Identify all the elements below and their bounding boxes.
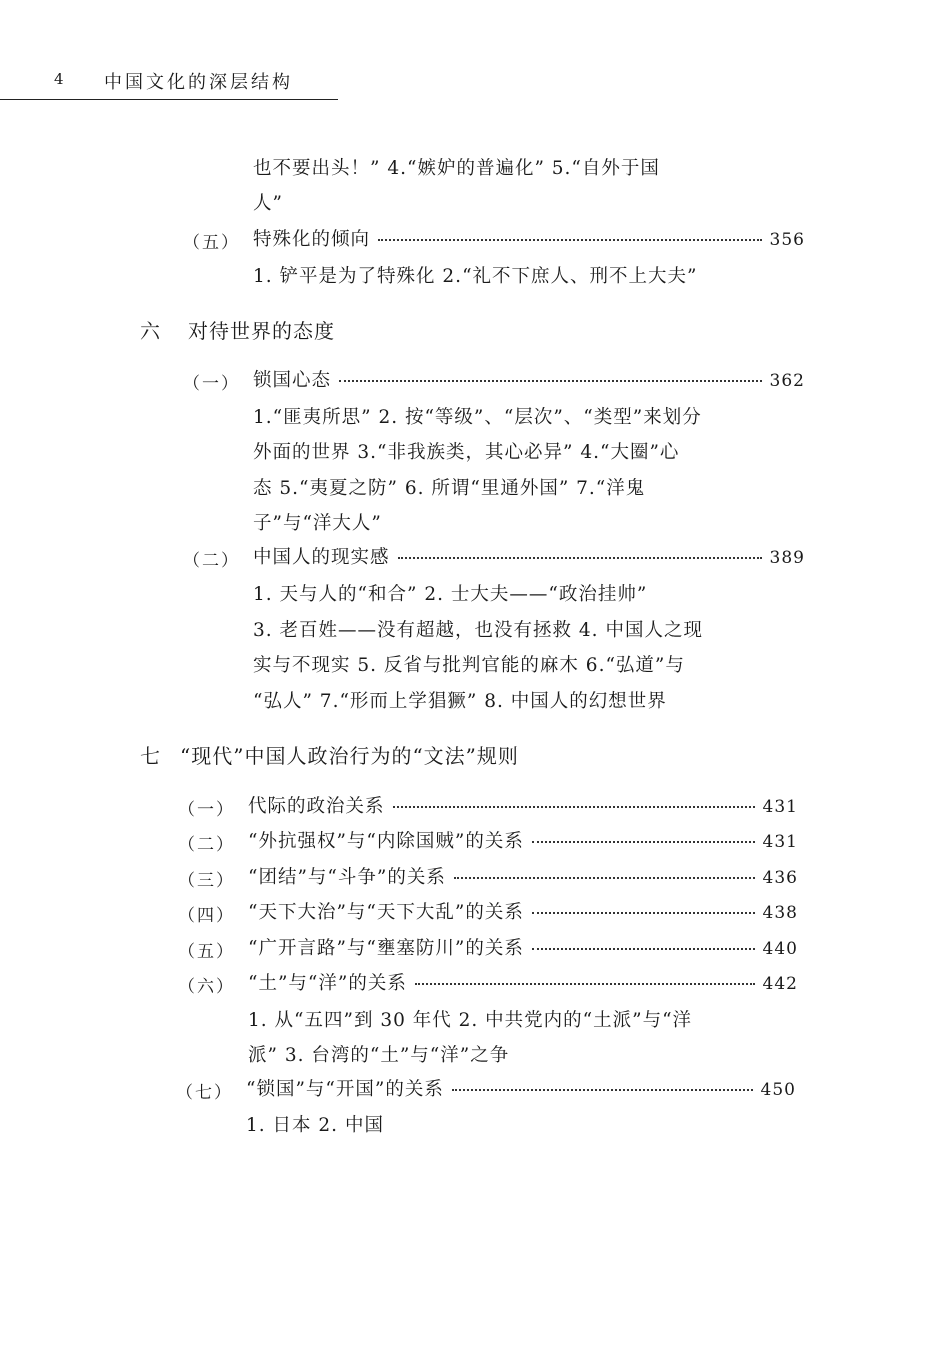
sub-line: 态 5.“夷夏之防” 6. 所谓“里通外国” 7.“洋鬼 <box>253 478 646 499</box>
entry-page: 438 <box>762 903 798 923</box>
continuation-line: 也不要出头！” 4.“嫉妒的普遍化” 5.“自外于国 <box>253 158 660 179</box>
dot-leader <box>398 557 762 559</box>
toc-entry[interactable] <box>248 827 798 853</box>
entry-page: 440 <box>762 939 798 959</box>
page-number: 4 <box>54 70 64 88</box>
entry-marker: （一） <box>183 374 240 394</box>
header-rule <box>0 99 338 100</box>
entry-page: 436 <box>762 868 798 888</box>
entry-page: 362 <box>769 371 805 391</box>
entry-marker: （四） <box>178 906 235 926</box>
dot-leader <box>393 806 755 808</box>
toc-entry[interactable] <box>248 792 798 818</box>
toc-entry[interactable] <box>248 969 798 995</box>
toc-entry[interactable] <box>253 225 805 251</box>
dot-leader <box>452 1089 753 1091</box>
sub-line: 派” 3. 台湾的“土”与“洋”之争 <box>248 1045 510 1066</box>
entry-page: 442 <box>762 974 798 994</box>
entry-title: “锁国”与“开国”的关系 <box>246 1079 444 1100</box>
dot-leader <box>415 983 755 985</box>
toc-entry[interactable] <box>253 543 805 569</box>
entry-title: “广开言路”与“壅塞防川”的关系 <box>248 938 524 959</box>
dot-leader <box>532 912 755 914</box>
sub-line: 1.“匪夷所思” 2. 按“等级”、“层次”、“类型”来划分 <box>253 407 702 428</box>
entry-page: 450 <box>760 1080 796 1100</box>
dot-leader <box>378 239 762 241</box>
entry-marker: （二） <box>183 551 240 571</box>
dot-leader <box>454 877 755 879</box>
chapter-title[interactable]: “现代”中国人政治行为的“文法”规则 <box>180 744 519 768</box>
entry-marker: （五） <box>178 942 235 962</box>
entry-page: 431 <box>762 832 798 852</box>
entry-marker: （六） <box>178 977 235 997</box>
entry-marker: （一） <box>178 800 235 820</box>
dot-leader <box>532 948 755 950</box>
toc-entry[interactable] <box>246 1075 796 1101</box>
dot-leader <box>339 380 762 382</box>
dot-leader <box>532 841 755 843</box>
running-header <box>0 62 340 102</box>
entry-title: 锁国心态 <box>253 370 332 391</box>
toc-entry[interactable] <box>253 366 805 392</box>
entry-title: “团结”与“斗争”的关系 <box>248 867 446 888</box>
entry-title: 代际的政治关系 <box>248 796 385 817</box>
entry-marker: （五） <box>183 233 240 253</box>
sub-line: 1. 铲平是为了特殊化 2.“礼不下庶人、刑不上大夫” <box>253 266 698 287</box>
sub-line: 外面的世界 3.“非我族类，其心必异” 4.“大圈”心 <box>253 442 680 463</box>
entry-title: “天下大治”与“天下大乱”的关系 <box>248 902 524 923</box>
sub-line: 3. 老百姓——没有超越，也没有拯救 4. 中国人之现 <box>253 620 703 641</box>
book-title: 中国文化的深层结构 <box>104 72 293 93</box>
sub-line: “弘人” 7.“形而上学猖獗” 8. 中国人的幻想世界 <box>253 691 667 712</box>
entry-title: “土”与“洋”的关系 <box>248 973 407 994</box>
chapter-number: 七 <box>140 744 160 768</box>
entry-page: 431 <box>762 797 798 817</box>
sub-line: 1. 日本 2. 中国 <box>246 1115 384 1136</box>
continuation-line: 人” <box>253 193 283 214</box>
entry-page: 356 <box>769 230 805 250</box>
entry-marker: （七） <box>176 1083 233 1103</box>
entry-title: “外抗强权”与“内除国贼”的关系 <box>248 831 524 852</box>
toc-entry[interactable] <box>248 934 798 960</box>
sub-line: 实与不现实 5. 反省与批判官能的麻木 6.“弘道”与 <box>253 655 685 676</box>
chapter-title[interactable]: 对待世界的态度 <box>188 319 335 343</box>
sub-line: 1. 从“五四”到 30 年代 2. 中共党内的“土派”与“洋 <box>248 1010 693 1031</box>
entry-title: 中国人的现实感 <box>253 547 390 568</box>
entry-marker: （三） <box>178 871 235 891</box>
sub-line: 1. 天与人的“和合” 2. 士大夫——“政治挂帅” <box>253 584 648 605</box>
toc-entry[interactable] <box>248 863 798 889</box>
toc-entry[interactable] <box>248 898 798 924</box>
sub-line: 子”与“洋大人” <box>253 513 382 534</box>
entry-marker: （二） <box>178 835 235 855</box>
entry-title: 特殊化的倾向 <box>253 229 371 250</box>
entry-page: 389 <box>769 548 805 568</box>
chapter-number: 六 <box>140 319 160 343</box>
